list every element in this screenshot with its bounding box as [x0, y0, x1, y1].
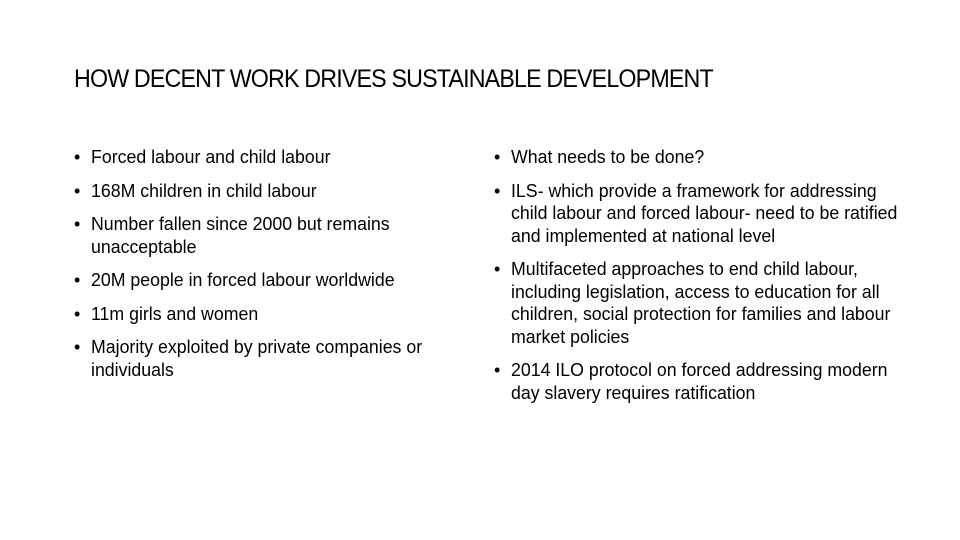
list-item-text: Number fallen since 2000 but remains unacceptable — [91, 214, 390, 257]
bullet-icon: • — [74, 337, 81, 357]
left-bullet-list — [74, 146, 434, 392]
list-item-text: Forced labour and child labour — [91, 147, 331, 167]
list-item — [74, 146, 434, 169]
list-item-text: 168M children in child labour — [91, 180, 317, 201]
list-item-text: What needs to be done? — [511, 147, 705, 167]
list-item — [494, 146, 914, 169]
bullet-icon: • — [74, 270, 81, 290]
list-item-text: 11m girls and women — [91, 303, 259, 324]
list-item-text: ILS- which provide a framework for addressing child labour and forced labour- need to be ratified and implemented at national level — [511, 180, 898, 246]
list-item-text: 2014 ILO protocol on forced addressing modern day slavery requires ratification — [511, 360, 888, 403]
bullet-icon: • — [74, 147, 81, 167]
bullet-icon: • — [494, 180, 501, 201]
bullet-icon: • — [74, 214, 81, 234]
bullet-icon: • — [74, 180, 81, 201]
list-item — [494, 359, 914, 404]
list-item — [74, 303, 434, 326]
list-item — [494, 258, 914, 348]
list-item — [74, 269, 434, 292]
list-item — [74, 213, 434, 258]
list-item — [74, 336, 434, 381]
slide-title: HOW DECENT WORK DRIVES SUSTAINABLE DEVELOPMENT — [74, 65, 713, 93]
bullet-icon: • — [494, 147, 501, 167]
bullet-icon: • — [494, 360, 501, 380]
bullet-icon: • — [494, 259, 501, 279]
list-item-text: Majority exploited by private companies or individuals — [91, 337, 423, 380]
list-item — [74, 180, 434, 203]
list-item-text: Multifaceted approaches to end child labour, including legislation, access to education for all children, social protection for families and labour market policies — [511, 259, 891, 347]
right-bullet-list — [494, 146, 914, 415]
list-item-text: 20M people in forced labour worldwide — [91, 270, 395, 290]
list-item — [494, 180, 914, 248]
bullet-icon: • — [74, 303, 81, 324]
